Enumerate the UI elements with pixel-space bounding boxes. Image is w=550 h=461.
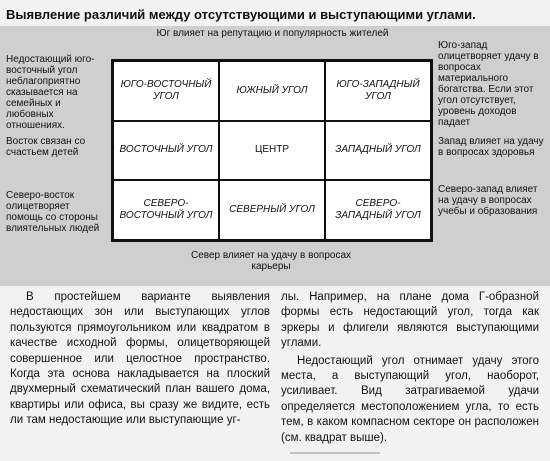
note-southeast: Недостающий юго-восточный угол неблагоприятно сказывается на семейных и любовных отношениях.	[6, 54, 95, 131]
grid-cell-northwest: СЕВЕРО-ЗАПАДНЫЙ УГОЛ	[325, 180, 431, 240]
note-northeast: Северо-восток олицетворяет помощь со стороны влиятельных людей	[6, 190, 100, 234]
body-column-left	[10, 290, 270, 429]
grid-cell-west: ЗАПАДНЫЙ УГОЛ	[325, 121, 431, 181]
grid-cell-center: ЦЕНТР	[219, 121, 325, 181]
body-paragraph: В простейшем варианте выявления недостающих зон или выступающих углов пользуются прямоугольником или квадратом в качестве исходной формы, олицетворяющей совершенное или целостное пространство. Когда эта основа накладывается на плоский двухмерный схематический план вашего дома, квартиры или офиса, вы сразу же видите, есть ли там недостающие или выступающие уг-	[10, 291, 270, 427]
body-paragraph: лы. Например, на плане дома Г-образной формы есть недостающий угол, тогда как эркеры и флигели являются выступающими углами.	[281, 291, 539, 350]
grid-cell-east: ВОСТОЧНЫЙ УГОЛ	[113, 121, 219, 181]
grid-cell-southeast: ЮГО-ВОСТОЧНЫЙ УГОЛ	[113, 61, 219, 121]
note-west: Запад влияет на удачу в вопросах здоровья	[438, 136, 544, 158]
grid-cell-north: СЕВЕРНЫЙ УГОЛ	[219, 180, 325, 240]
body-column-right	[281, 290, 539, 446]
body-paragraph: Недостающий угол отнимает удачу этого места, а выступающий угол, наоборот, усиливает. Вид затрагиваемой удачи определяется местоположением угла, то есть тем, в каком компасном секторе он расположен (см. квадрат выше).	[281, 354, 539, 444]
page-title: Выявление различий между отсутствующими и выступающими углами.	[6, 7, 476, 22]
note-east: Восток связан со счастьем детей	[6, 136, 86, 158]
grid-cell-northeast: СЕВЕРО-ВОСТОЧНЫЙ УГОЛ	[113, 180, 219, 240]
figure-panel	[0, 26, 550, 286]
grid-cell-southwest: ЮГО-ЗАПАДНЫЙ УГОЛ	[325, 61, 431, 121]
note-southwest: Юго-запад олицетворяет удачу в вопросах материального богатства. Если этот угол отсутствует, уровень доходов падает	[438, 40, 539, 128]
scan-artifact	[290, 452, 380, 454]
note-south: Юг влияет на репутацию и популярность жителей	[156, 28, 389, 39]
bagua-grid	[111, 59, 433, 242]
note-north: Север влияет на удачу в вопросах карьеры	[190, 250, 352, 272]
grid-cell-south: ЮЖНЫЙ УГОЛ	[219, 61, 325, 121]
note-northwest: Северо-запад влияет на удачу в вопросах учебы и образования	[438, 184, 538, 217]
